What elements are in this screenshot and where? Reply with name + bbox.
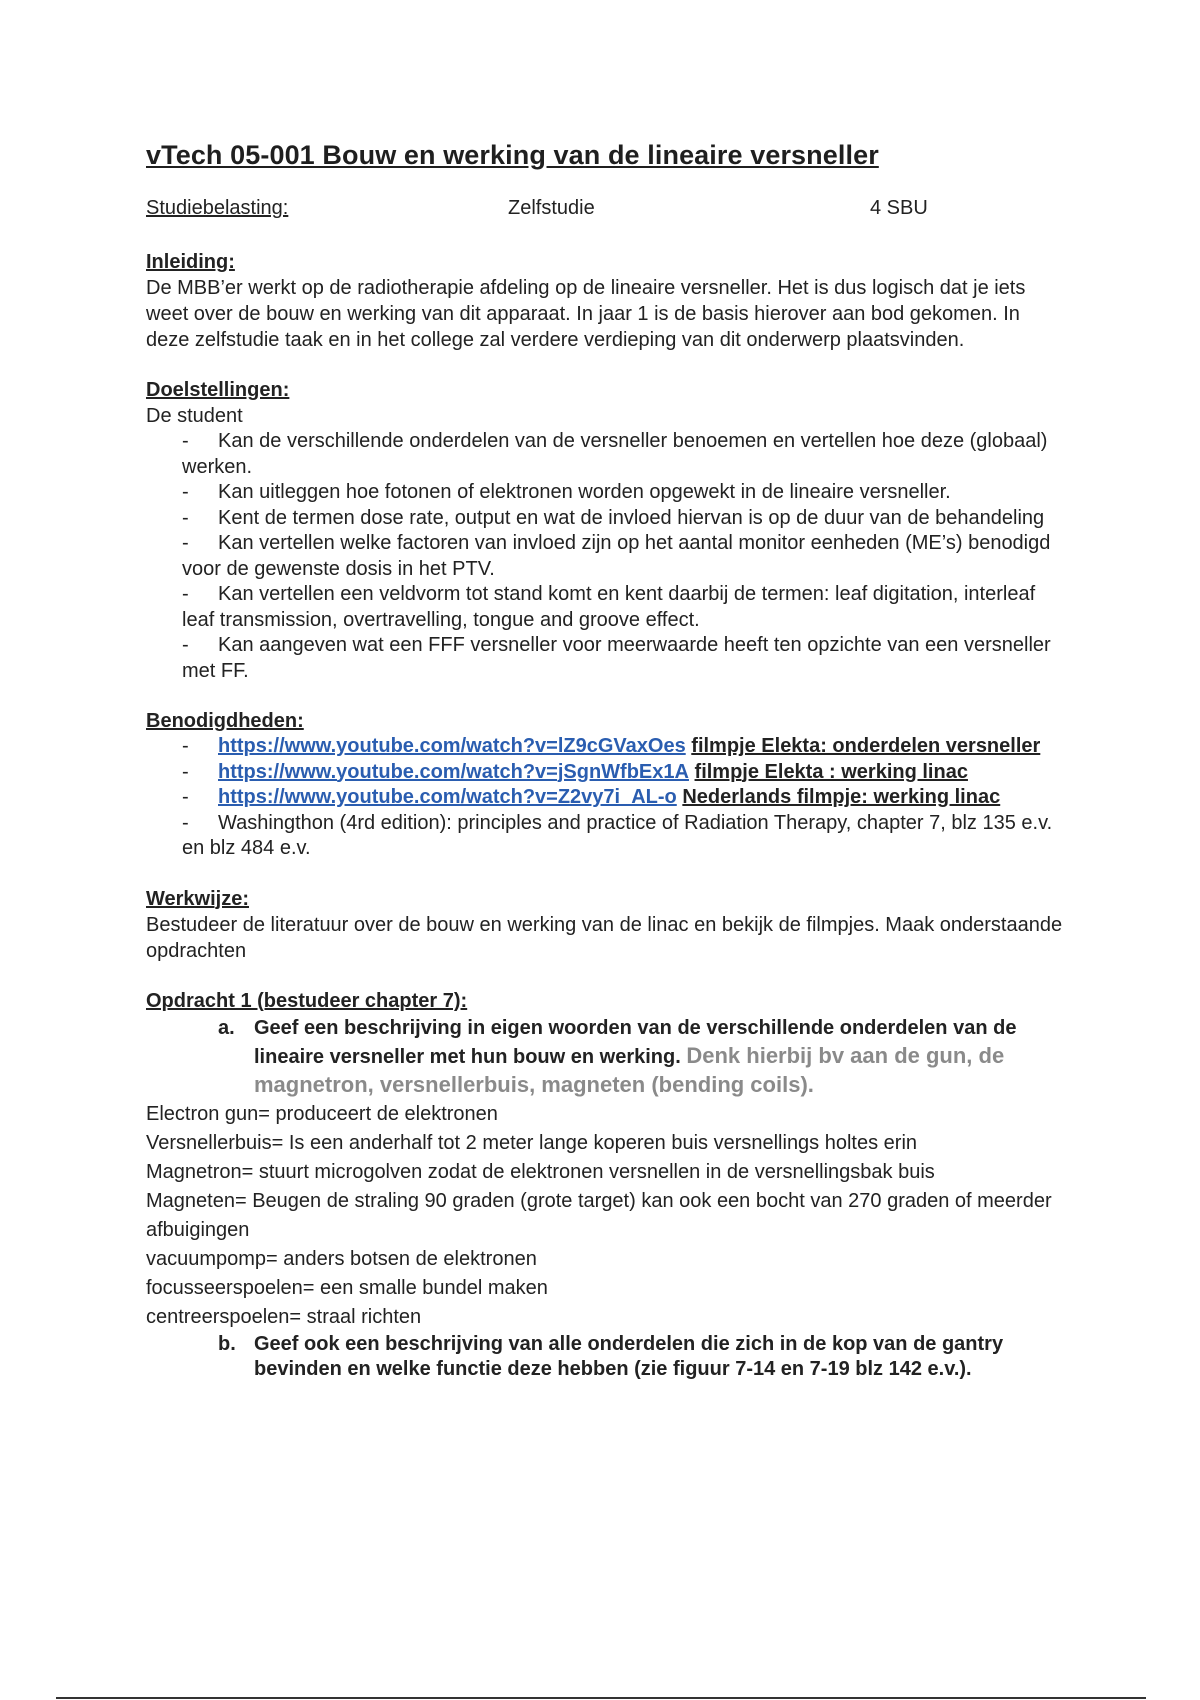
list-item: - https://www.youtube.com/watch?v=lZ9cGVaxOes filmpje Elekta: onderdelen versneller	[182, 735, 1041, 757]
list-item: - Washingthon (4rd edition): principles and practice of Radiation Therapy, chapter 7, blz 135 e.v. en blz 484 e.v.	[182, 811, 1053, 859]
inleiding-text: De MBB’er werkt op de radiotherapie afdeling op de lineaire versneller. Het is dus logisch dat je iets weet over de bouw en werking van dit apparaat. In jaar 1 is de basis hierover aan bod gekomen. In deze zelfstudie taak en in het college zal verdere verdieping van dit onderwerp plaatsvinden.	[146, 277, 1026, 351]
question-b-label: b.	[218, 1332, 236, 1355]
section-opdracht1	[146, 988, 1066, 1382]
list-item: - Kan vertellen welke factoren van invloed zijn op het aantal monitor eenheden (ME’s) benodigd voor de gewenste dosis in het PTV.	[182, 532, 1051, 580]
list-item: - https://www.youtube.com/watch?v=jSgnWfbEx1A filmpje Elekta : werking linac	[182, 760, 968, 783]
book-reference: Washingthon (4rd edition): principles and practice of Radiation Therapy, chapter 7, blz 135 e.v. en blz 484 e.v.	[182, 811, 1053, 859]
video-link-desc: filmpje Elekta : werking linac	[694, 760, 968, 783]
page-bottom-rule	[56, 1697, 1146, 1699]
question-a-label: a.	[218, 1016, 235, 1039]
video-link-nederlands[interactable]: https://www.youtube.com/watch?v=Z2vy7i_AL-o	[218, 786, 677, 808]
video-link-desc: filmpje Elekta: onderdelen versneller	[691, 735, 1041, 757]
inleiding-heading: Inleiding:	[146, 251, 235, 273]
study-load-label: Studiebelasting:	[146, 197, 289, 219]
list-item: - Kan de verschillende onderdelen van de versneller benoemen en vertellen hoe deze (globaal) werken.	[182, 430, 1048, 478]
question-b-text: Geef ook een beschrijving van alle onderdelen die zich in de kop van de gantry bevinden en welke functie deze hebben (zie figuur 7-14 en 7-19 blz 142 e.v.).	[254, 1332, 1004, 1380]
video-link-werking[interactable]: https://www.youtube.com/watch?v=jSgnWfbEx1A	[218, 760, 689, 783]
study-type: Zelfstudie	[508, 197, 595, 219]
section-inleiding	[146, 249, 1066, 353]
werkwijze-heading: Werkwijze:	[146, 887, 249, 910]
answer-line: Magnetron= stuurt microgolven zodat de elektronen versnellen in de versnellingsbak buis	[146, 1160, 935, 1183]
answer-line: Electron gun= produceert de elektronen	[146, 1102, 498, 1125]
doelstellingen-list	[146, 429, 1066, 684]
answer-line: centreerspoelen= straal richten	[146, 1305, 422, 1328]
answers-list	[146, 1100, 1066, 1332]
video-link-desc: Nederlands filmpje: werking linac	[682, 786, 1001, 808]
list-item: - Kan uitleggen hoe fotonen of elektronen worden opgewekt in de lineaire versneller.	[182, 481, 951, 503]
answer-line: vacuumpomp= anders botsen de elektronen	[146, 1247, 537, 1270]
section-doelstellingen	[146, 377, 1066, 684]
answer-line: Magneten= Beugen de straling 90 graden (grote target) kan ook een bocht van 270 graden of meerder afbuigingen	[146, 1189, 1052, 1241]
video-link-onderdelen[interactable]: https://www.youtube.com/watch?v=lZ9cGVaxOes	[218, 735, 686, 757]
benodigdheden-list	[146, 734, 1066, 862]
page-title: vTech 05-001 Bouw en werking van de lineaire versneller	[146, 140, 879, 170]
question-a	[146, 1014, 1066, 1100]
study-load-row	[146, 197, 1066, 227]
question-b	[146, 1332, 1066, 1382]
doelstellingen-intro: De student	[146, 405, 243, 427]
list-item: - Kan aangeven wat een FFF versneller voor meerwaarde heeft ten opzichte van een versneller met FF.	[182, 634, 1051, 682]
section-werkwijze	[146, 886, 1066, 964]
doelstellingen-heading: Doelstellingen:	[146, 379, 290, 401]
list-item: - Kan vertellen een veldvorm tot stand komt en kent daarbij de termen: leaf digitation, interleaf leaf transmission, overtravelling, tongue and groove effect.	[182, 583, 1036, 631]
answer-line: focusseerspoelen= een smalle bundel maken	[146, 1276, 548, 1299]
list-item: - Kent de termen dose rate, output en wat de invloed hiervan is op de duur van de behandeling	[182, 506, 1045, 529]
document-page	[146, 140, 1066, 1406]
werkwijze-text: Bestudeer de literatuur over de bouw en werking van de linac en bekijk de filmpjes. Maak onderstaande opdrachten	[146, 913, 1063, 962]
question-a-text: Geef een beschrijving in eigen woorden van de verschillende onderdelen van de lineaire versneller met hun bouw en werking.	[254, 1016, 1017, 1068]
answer-line: Versnellerbuis= Is een anderhalf tot 2 meter lange koperen buis versnellings holtes erin	[146, 1131, 918, 1154]
section-benodigdheden	[146, 708, 1066, 862]
opdracht1-heading: Opdracht 1 (bestudeer chapter 7):	[146, 989, 468, 1012]
list-item: - https://www.youtube.com/watch?v=Z2vy7i_AL-o Nederlands filmpje: werking linac	[182, 786, 1001, 808]
benodigdheden-heading: Benodigdheden:	[146, 710, 304, 732]
question-a-hint: Denk hierbij bv aan de gun, de magnetron, versnellerbuis, magneten (bending coils).	[254, 1042, 1005, 1097]
study-sbu: 4 SBU	[870, 197, 928, 219]
